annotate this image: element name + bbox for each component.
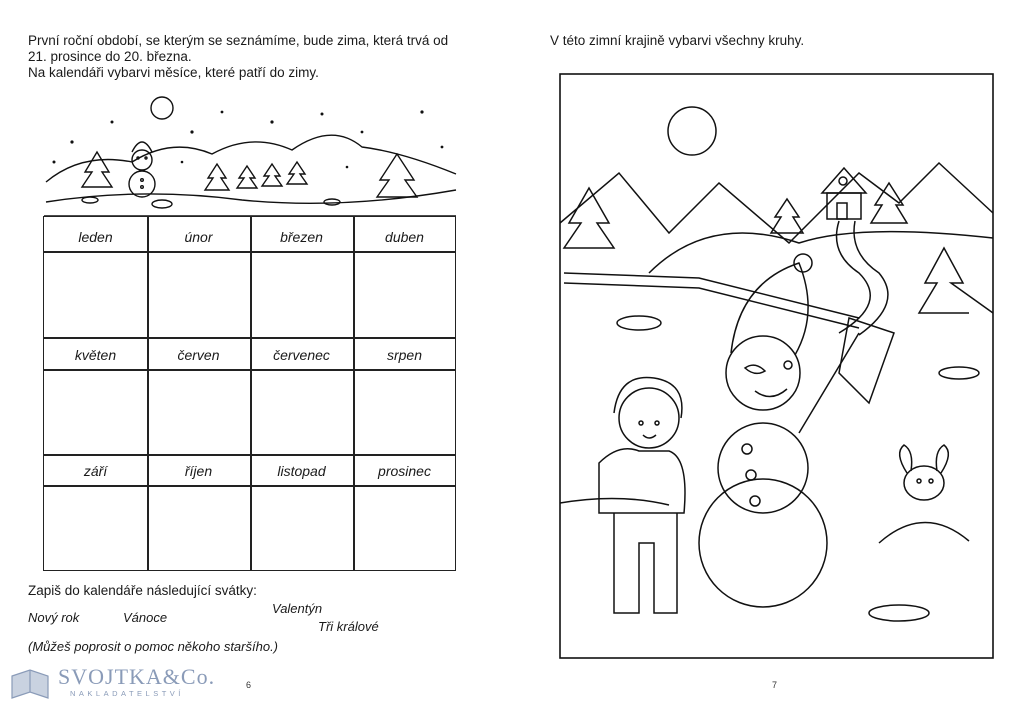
holiday-new-year: Nový rok [28, 610, 80, 625]
holiday-three-kings: Tři králové [318, 619, 379, 634]
winter-banner-illustration [42, 92, 462, 217]
intro-text [28, 33, 468, 81]
publisher-name: SVOJTKA&Co. [58, 664, 216, 689]
holidays-title: Zapiš do kalendáře následující svátky: [28, 583, 257, 598]
month-prosinec[interactable]: prosinec [378, 463, 431, 479]
publisher-subtitle: NAKLADATELSTVÍ [70, 689, 184, 698]
right-instruction: V této zimní krajině vybarvi všechny kruhy. [550, 33, 805, 48]
calendar-grid [43, 216, 456, 571]
holiday-valentine: Valentýn [272, 601, 323, 616]
winter-landscape-illustration [559, 73, 994, 659]
month-zari[interactable]: září [83, 463, 108, 479]
month-brezen[interactable]: březen [280, 229, 323, 245]
month-unor[interactable]: únor [184, 229, 213, 245]
intro-line-3: Na kalendáři vybarvi měsíce, které patří do zimy. [28, 65, 319, 80]
publisher-book-icon [10, 666, 50, 702]
month-rijen[interactable]: říjen [184, 463, 213, 479]
month-kveten[interactable]: květen [74, 347, 117, 363]
month-listopad[interactable]: listopad [277, 463, 326, 479]
month-srpen[interactable]: srpen [386, 347, 423, 363]
month-cervenec[interactable]: červenec [273, 347, 330, 363]
page-number-right: 7 [772, 680, 778, 690]
intro-line-1: První roční období, se kterým se seznámíme, bude zima, která trvá od [28, 33, 449, 48]
publisher-logo [10, 664, 216, 704]
page-number-left: 6 [246, 680, 252, 690]
month-cerven[interactable]: červen [177, 347, 220, 363]
holiday-christmas: Vánoce [123, 610, 168, 625]
hint-text: (Můžeš poprosit o pomoc někoho staršího.) [28, 639, 279, 654]
month-duben[interactable]: duben [385, 229, 424, 245]
month-leden[interactable]: leden [78, 229, 113, 245]
intro-line-2: 21. prosince do 20. března. [28, 49, 192, 64]
